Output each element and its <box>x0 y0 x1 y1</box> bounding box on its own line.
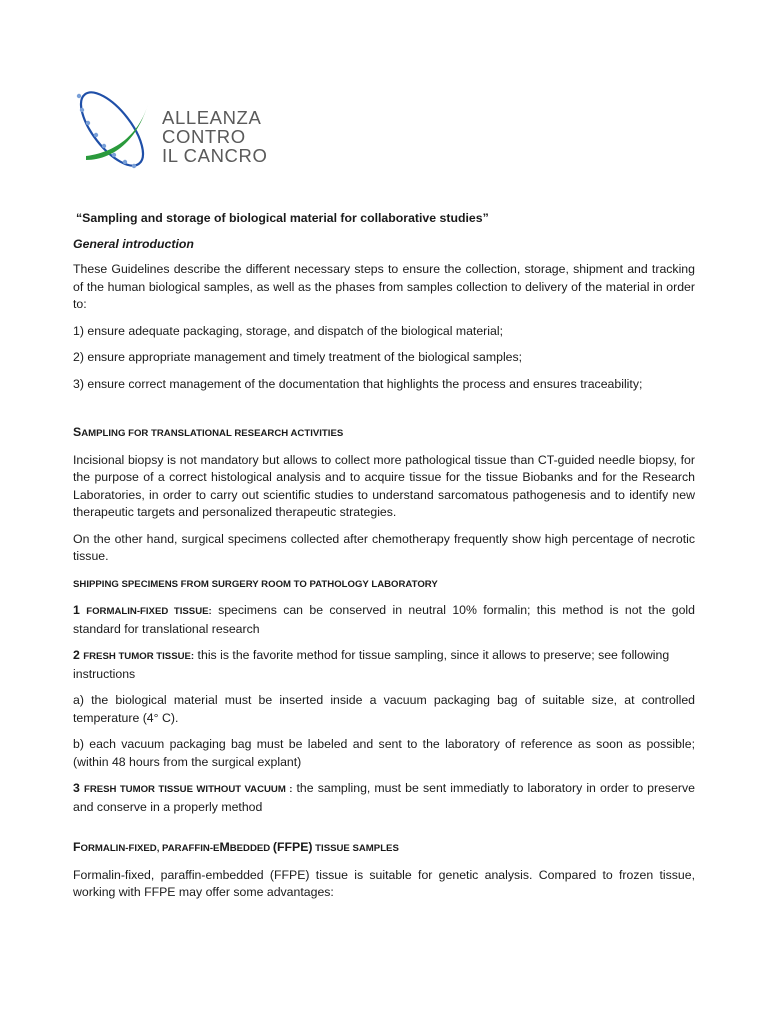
shipping-item-3 <box>73 780 695 816</box>
document-title: “Sampling and storage of biological material for collaborative studies” <box>76 211 489 225</box>
shipping-item-b: b) each vacuum packaging bag must be labeled and sent to the laboratory of reference as soon as possible; (within 48 hours from the surgical explant) <box>73 737 695 769</box>
shipping-item-2-label: FRESH TUMOR TISSUE: <box>83 651 195 662</box>
shipping-item-2-number: 2 <box>73 648 80 662</box>
shipping-item-1 <box>73 602 695 638</box>
section-heading-sampling-initial: S <box>73 425 82 439</box>
ffpe-heading-part-2: BEDDED <box>229 843 273 854</box>
logo-line-2: CONTRO <box>162 126 246 147</box>
shipping-item-3-text: the sampling, must be sent immediatly to laboratory in order to preserve and conserve in a properly method <box>73 781 696 814</box>
shipping-item-1-number: 1 <box>73 603 80 617</box>
shipping-item-1-label: FORMALIN-FIXED TISSUE: <box>86 606 212 617</box>
shipping-item-2 <box>73 647 695 683</box>
intro-list-item-1: 1) ensure adequate packaging, storage, and dispatch of the biological material; <box>73 323 503 338</box>
general-introduction-heading: General introduction <box>73 236 194 251</box>
ffpe-paragraph-1: Formalin-fixed, paraffin-embedded (FFPE) tissue is suitable for genetic analysis. Compared to frozen tissue, working with FFPE may offer some advantages: <box>73 867 695 899</box>
section-heading-sampling <box>73 424 695 443</box>
intro-paragraph: These Guidelines describe the different necessary steps to ensure the collection, storage, shipment and tracking of the human biological samples, as well as the phases from samples collection to delivery of the material in order to: <box>73 262 695 311</box>
ffpe-heading-m: M <box>219 840 230 854</box>
sampling-paragraph-1: Incisional biopsy is not mandatory but allows to collect more pathological tissue than CT-guided needle biopsy, for the purpose of a correct histological analysis and to acquire tissue for the tissue Biobanks and for the Research Laboratories, in order to carry out scientific studies to understand sarcomatous pathogenesis and to identify new therapeutic targets and personalized therapeutic strategies. <box>73 452 695 519</box>
intro-list-item-2: 2) ensure appropriate management and timely treatment of the biological samples; <box>73 350 523 364</box>
shipping-item-3-label: FRESH TUMOR TISSUE WITHOUT VACUUM : <box>83 784 293 795</box>
logo-wordmark <box>162 108 267 165</box>
shipping-item-2-text: this is the favorite method for tissue sampling, since it allows to preserve; see following instructions <box>73 648 670 681</box>
sampling-paragraph-2: On the other hand, surgical specimens collected after chemotherapy frequently show high percentage of necrotic tissue. <box>73 531 695 563</box>
ffpe-heading-initial: F <box>73 840 81 854</box>
logo-line-3: IL CANCRO <box>162 145 268 166</box>
logo-emblem-icon <box>70 82 160 177</box>
ffpe-heading-acronym: (FFPE) <box>272 840 313 854</box>
section-heading-shipping <box>73 575 695 594</box>
shipping-item-1-text: specimens can be conserved in neutral 10% formalin; this method is not the gold standard for translational research <box>73 603 695 636</box>
logo-line-1: ALLEANZA <box>162 107 262 128</box>
alleanza-contro-il-cancro-logo <box>70 82 290 177</box>
shipping-item-3-number: 3 <box>73 781 80 795</box>
ffpe-heading-part-1: ORMALIN-FIXED, PARAFFIN-E <box>80 843 220 854</box>
ffpe-heading-part-3: TISSUE SAMPLES <box>312 843 399 854</box>
document-body <box>73 210 695 911</box>
shipping-item-a: a) the biological material must be inserted inside a vacuum packaging bag of suitable size, at controlled temperature (4° C). <box>73 693 695 725</box>
section-heading-sampling-rest: AMPLING FOR TRANSLATIONAL RESEARCH ACTIVITIES <box>81 428 344 439</box>
intro-list-item-3: 3) ensure correct management of the documentation that highlights the process and ensures traceability; <box>73 376 643 391</box>
section-heading-ffpe <box>73 839 695 858</box>
section-heading-shipping-text: SHIPPING SPECIMENS FROM SURGERY ROOM TO PATHOLOGY LABORATORY <box>73 578 438 590</box>
